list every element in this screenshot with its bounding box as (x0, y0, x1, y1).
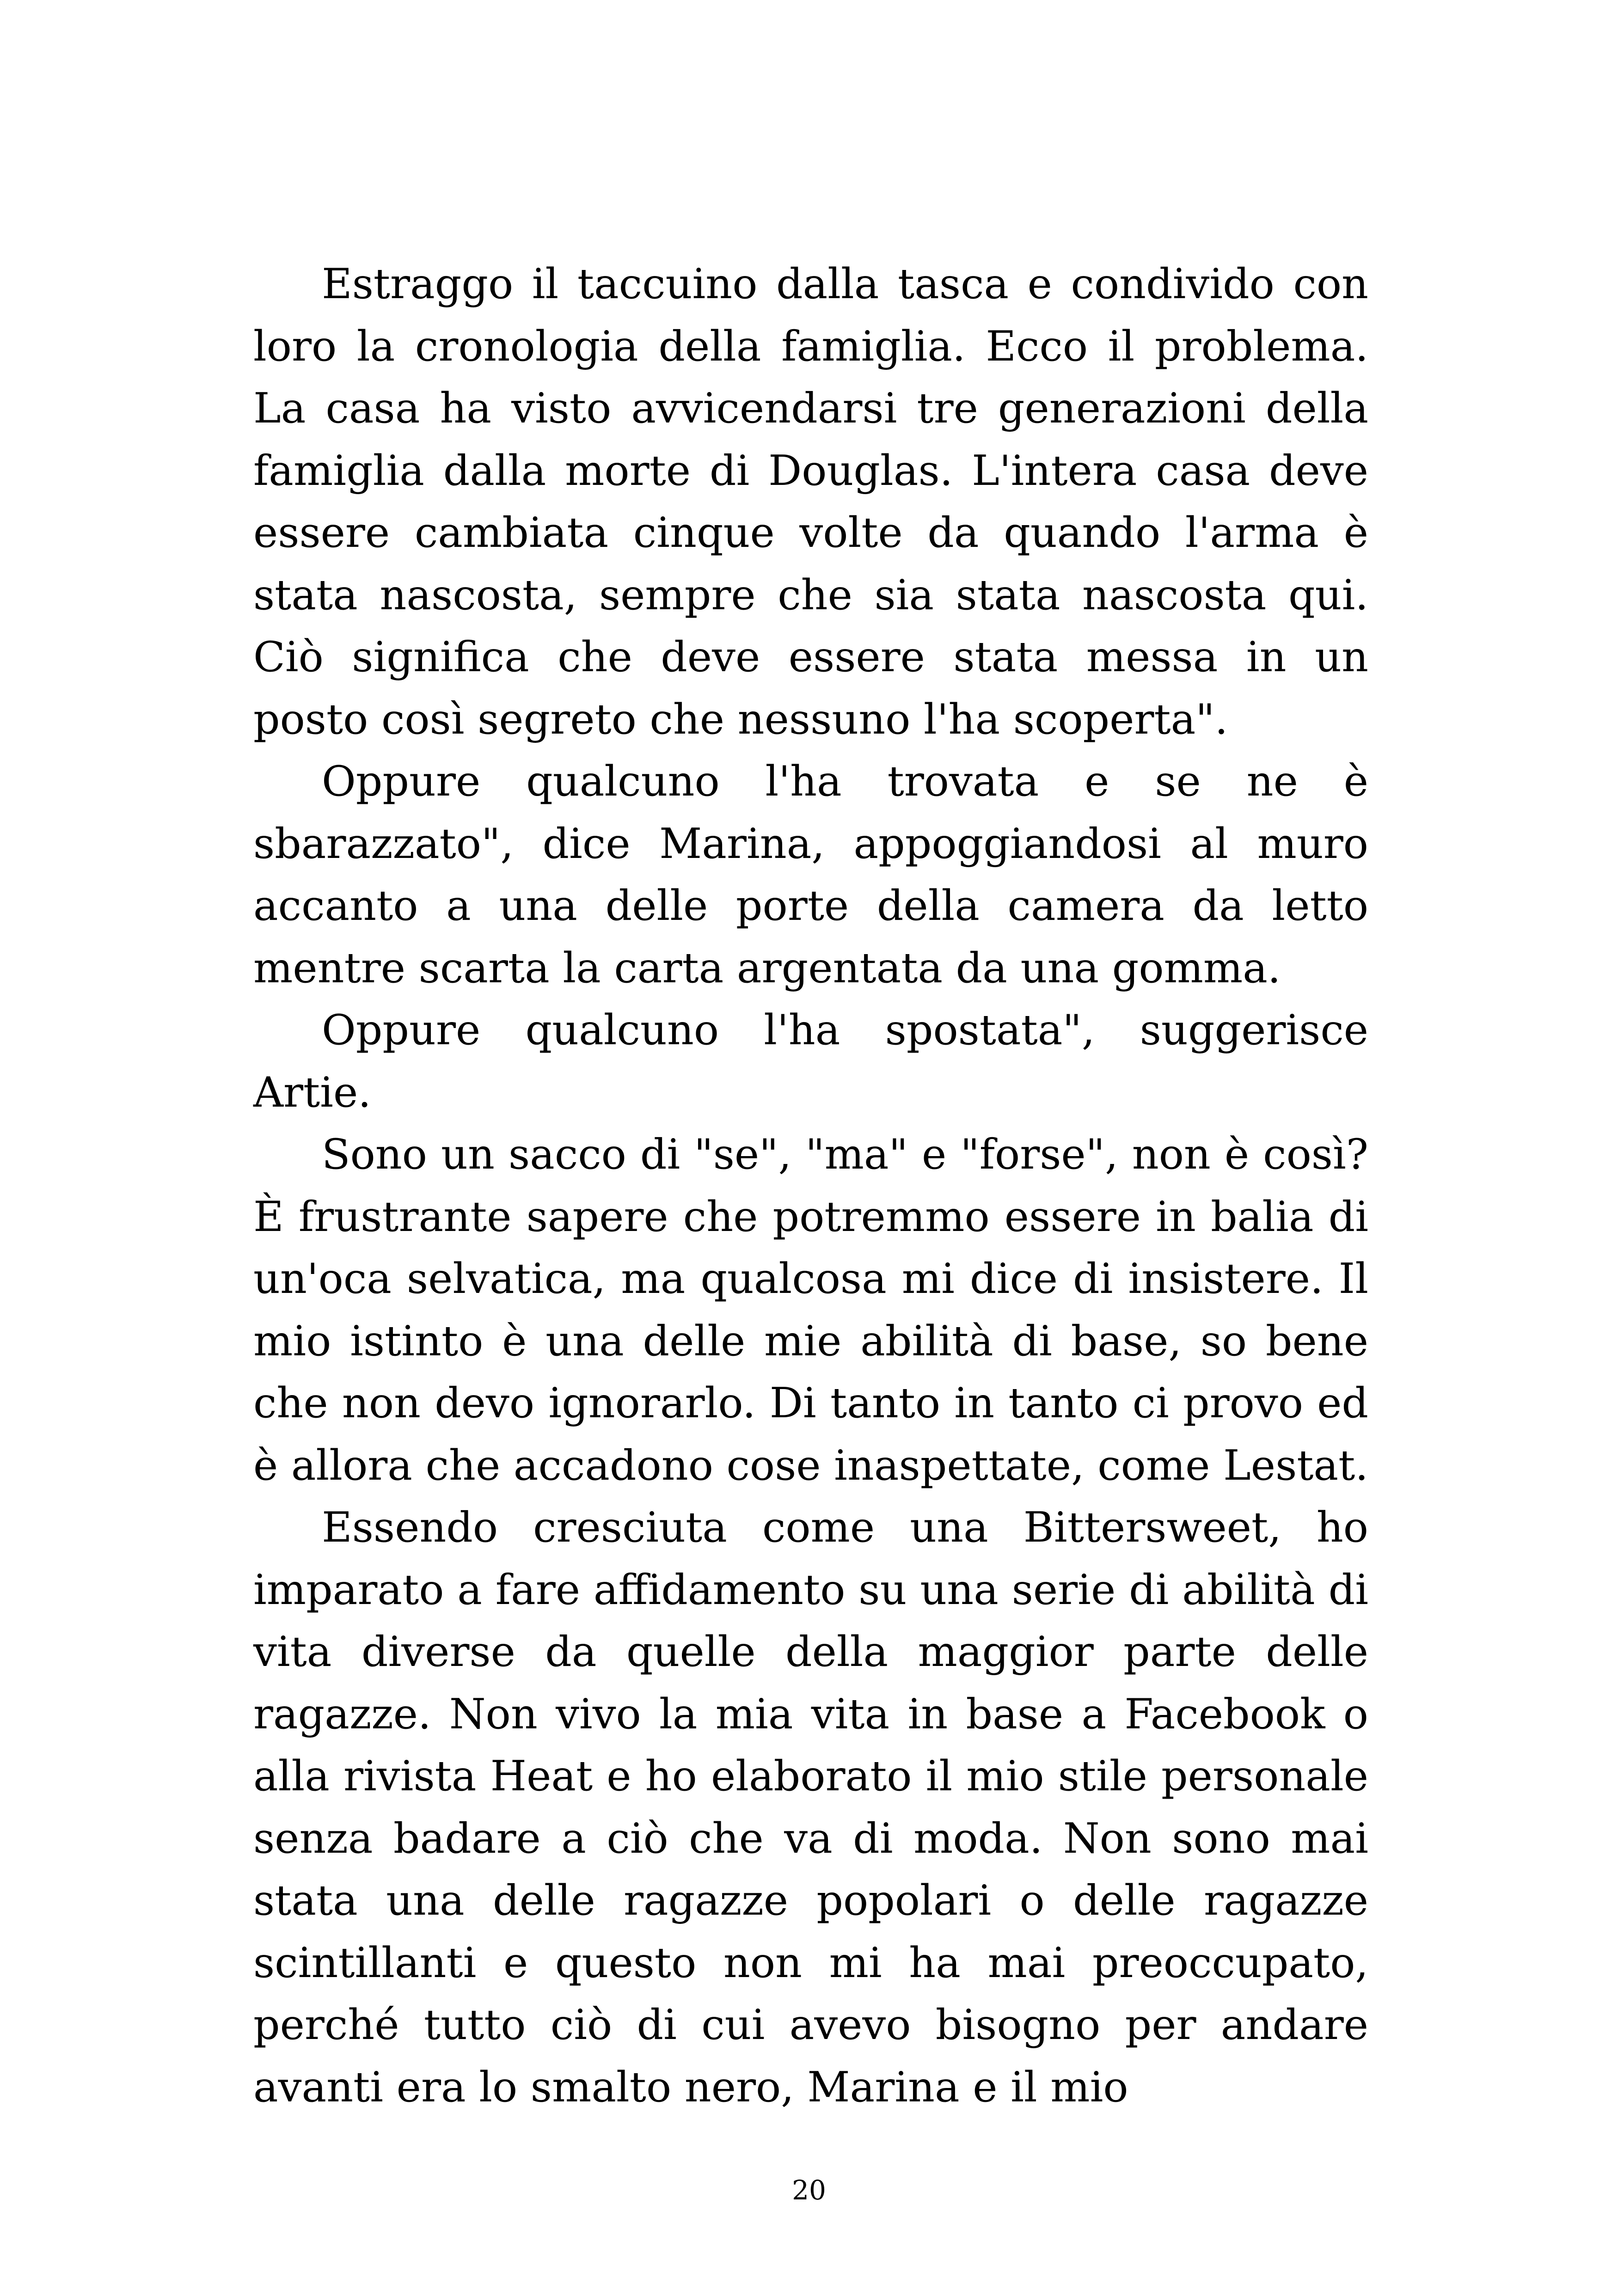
paragraph: Oppure qualcuno l'ha spostata", suggerisce Artie. (253, 1006, 1368, 1117)
paragraph: Estraggo il taccuino dalla tasca e condivido con loro la cronologia della famiglia. Ecco il problema. La casa ha visto avvicendarsi tre generazioni della famiglia dalla morte di Douglas. L'intera casa deve essere cambiata cinque volte da quando l'arma è stata nascosta, sempre che sia stata nascosta qui. Ciò significa che deve essere stata messa in un posto così segreto che nessuno l'ha scoperta". (253, 260, 1368, 744)
body-text (253, 253, 1368, 2118)
page-number: 20 (792, 2174, 826, 2206)
paragraph: Oppure qualcuno l'ha trovata e se ne è sbarazzato", dice Marina, appoggiandosi al muro accanto a una delle porte della camera da letto mentre scarta la carta argentata da una gomma. (253, 757, 1368, 992)
paragraph: Sono un sacco di "se", "ma" e "forse", non è così? È frustrante sapere che potremmo essere in balia di un'oca selvatica, ma qualcosa mi dice di insistere. Il mio istinto è una delle mie abilità di base, so bene che non devo ignorarlo. Di tanto in tanto ci provo ed è allora che accadono cose inaspettate, come Lestat. (253, 1130, 1368, 1490)
paragraph: Essendo cresciuta come una Bittersweet, ho imparato a fare affidamento su una serie di abilità di vita diverse da quelle della maggior parte delle ragazze. Non vivo la mia vita in base a Facebook o alla rivista Heat e ho elaborato il mio stile personale senza badare a ciò che va di moda. Non sono mai stata una delle ragazze popolari o delle ragazze scintillanti e questo non mi ha mai preoccupato, perché tutto ciò di cui avevo bisogno per andare avanti era lo smalto nero, Marina e il mio (253, 1503, 1368, 2112)
